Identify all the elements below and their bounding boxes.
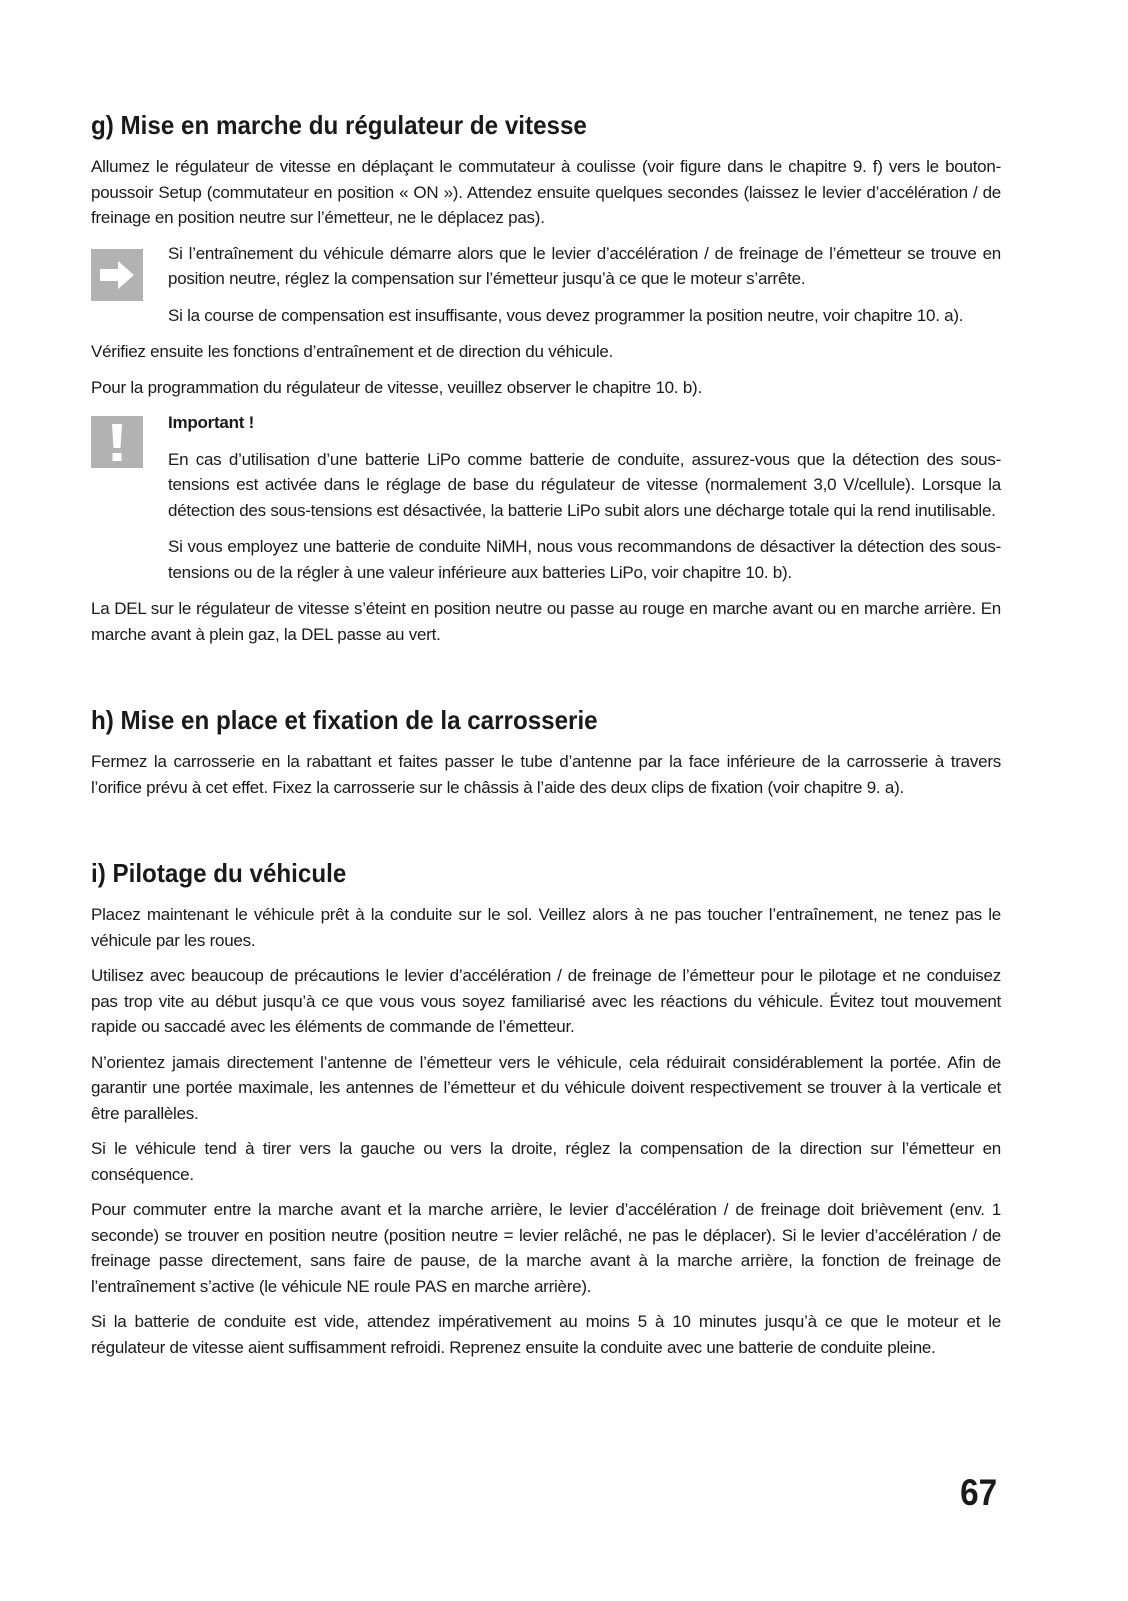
- page-number: 67: [959, 1472, 997, 1513]
- paragraph: Placez maintenant le véhicule prêt à la conduite sur le sol. Veillez alors à ne pas toucher l’entraînement, ne tenez pas le véhicule par les roues.: [91, 905, 1001, 950]
- exclamation-icon: [91, 416, 143, 468]
- note-paragraph: En cas d’utilisation d’une batterie LiPo comme batterie de conduite, assurez-vous que la détection des sous-tensions est activée dans le réglage de base du régulateur de vitesse (normalement 3,0 V/cellule). Lorsque la détection des sous-tensions est désactivée, la batterie LiPo subit alors une décharge totale qui la rend inutilisable.: [168, 449, 1001, 520]
- paragraph: Si le véhicule tend à tirer vers la gauche ou vers la droite, réglez la compensation de la direction sur l’émetteur en conséquence.: [91, 1139, 1001, 1184]
- paragraph: La DEL sur le régulateur de vitesse s’éteint en position neutre ou passe au rouge en marche avant ou en marche arrière. En marche avant à plein gaz, la DEL passe au vert.: [91, 599, 1001, 644]
- paragraph: Pour commuter entre la marche avant et la marche arrière, le levier d’accélération / de freinage doit brièvement (env. 1 seconde) se trouver en position neutre (position neutre = levier relâché, ne pas le déplacer). Si le levier d’accélération / de freinage passe directement, sans faire de pause, de la marche avant à la marche arrière, la fonction de freinage de l’entraînement s’active (le véhicule NE roule PAS en marche arrière).: [91, 1200, 1001, 1296]
- paragraph: N’orientez jamais directement l’antenne de l’émetteur vers le véhicule, cela réduirait considérablement la portée. Afin de garantir une portée maximale, les antennes de l’émetteur et du véhicule doivent respectivement se trouver à la verticale et être parallèles.: [91, 1052, 1001, 1123]
- warning-note: [91, 410, 1001, 585]
- note-paragraph: Si vous employez une batterie de conduite NiMH, nous vous recommandons de désactiver la détection des sous-tensions ou de la régler à une valeur inférieure aux batteries LiPo, voir chapitre 10. b).: [168, 537, 1001, 582]
- section-h: [91, 703, 1001, 800]
- section-heading-g: g) Mise en marche du régulateur de vitesse: [91, 110, 587, 140]
- important-label: Important !: [168, 413, 255, 432]
- section-heading-i: i) Pilotage du véhicule: [91, 858, 347, 888]
- paragraph: Pour la programmation du régulateur de vitesse, veuillez observer le chapitre 10. b).: [91, 377, 702, 397]
- arrow-right-icon: [91, 249, 143, 301]
- paragraph: Allumez le régulateur de vitesse en déplaçant le commutateur à coulisse (voir figure dans le chapitre 9. f) vers le bouton-poussoir Setup (commutateur en position « ON »). Attendez ensuite quelques secondes (laissez le levier d’accélération / de freinage en position neutre sur l’émetteur, ne le déplacez pas).: [91, 157, 1001, 227]
- info-note: [91, 241, 1001, 329]
- paragraph: Vérifiez ensuite les fonctions d’entraînement et de direction du véhicule.: [91, 342, 614, 361]
- section-i: [91, 856, 1001, 1360]
- note-paragraph: Si la course de compensation est insuffisante, vous devez programmer la position neutre, voir chapitre 10. a).: [168, 305, 964, 325]
- note-paragraph: Si l’entraînement du véhicule démarre alors que le levier d’accélération / de freinage de l’émetteur se trouve en position neutre, réglez la compensation sur l’émetteur jusqu’à ce que le moteur s’arrête.: [168, 243, 1001, 288]
- paragraph: Utilisez avec beaucoup de précautions le levier d’accélération / de freinage de l’émetteur pour le pilotage et ne conduisez pas trop vite au début jusqu’à ce que vous vous soyez familiarisé avec les réactions du véhicule. Évitez tout mouvement rapide ou saccadé avec les éléments de commande de l’émetteur.: [91, 966, 1001, 1036]
- paragraph: Fermez la carrosserie en la rabattant et faites passer le tube d’antenne par la face inférieure de la carrosserie à travers l’orifice prévu à cet effet. Fixez la carrosserie sur le châssis à l’aide des deux clips de fixation (voir chapitre 9. a).: [91, 752, 1001, 797]
- paragraph: Si la batterie de conduite est vide, attendez impérativement au moins 5 à 10 minutes jusqu’à ce que le moteur et le régulateur de vitesse aient suffisamment refroidi. Reprenez ensuite la conduite avec une batterie de conduite pleine.: [91, 1312, 1001, 1357]
- section-heading-h: h) Mise en place et fixation de la carrosserie: [91, 705, 598, 735]
- section-g: [91, 108, 1001, 647]
- page-content: [91, 108, 1001, 1370]
